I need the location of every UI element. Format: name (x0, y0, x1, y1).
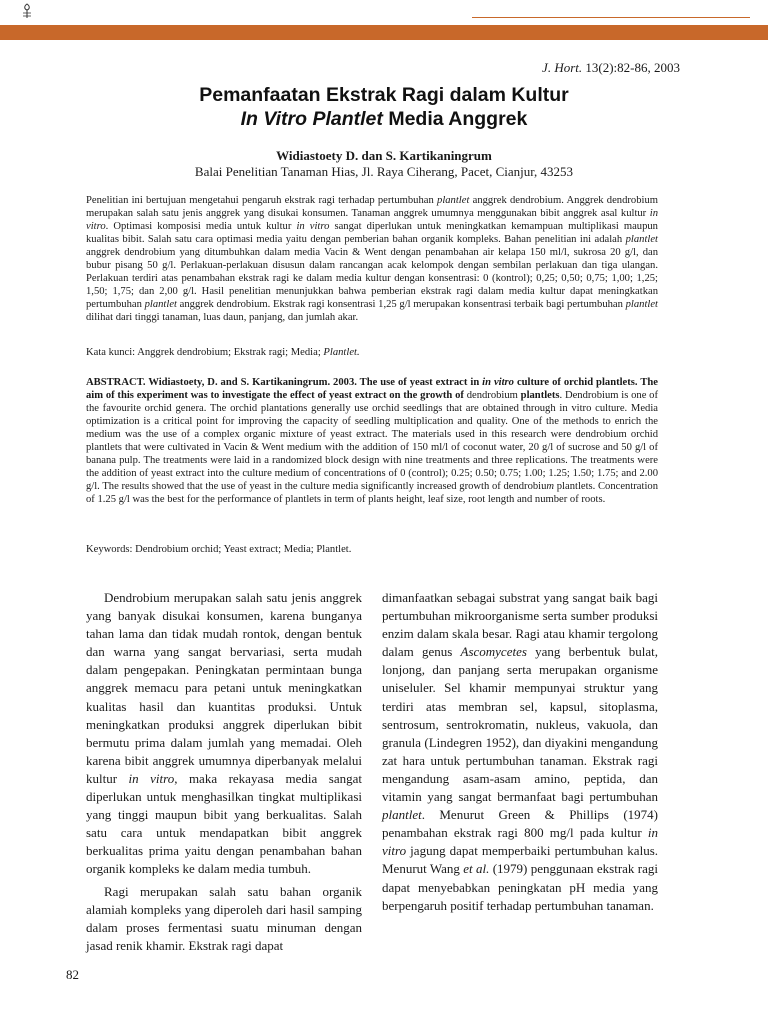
journal-citation: J. Hort. 13(2):82-86, 2003 (542, 60, 680, 75)
abstract-paragraph: ABSTRACT. Widiastoety, D. and S. Kartikaningrum. 2003. The use of yeast extract in in vitro culture of orchid plantlets. The aim of this experiment was to investigate the effect of yeast extract on the growth of dendrobium plantlets. Dendrobium is one of the favourite orchid genera. The orchid plantations generally use orchid seedlings that are obtained through in vitro culture. Media optimization is a critical point for improving the capacity of seedling multiplication and quality. One of the methods to enrich the medium was the use of a complex organic mixture of yeast extract. The materials used in this research were dendrobium orchid plantlets that were cultivated in Vacin & Went medium with the addition of 150 ml/l of coconut water, 20 g/l of sucrose and 50 g/l of banana pulp. The treatments were laid in a randomized block design with nine treatments and three replications. The treatments were the addition of yeast extract into the culture medium of concentrations of 0 (control); 0.25; 0.50; 0.75; 1.00; 1.25; 1.50; 1.75; and 2.00 g/l. The results showed that the use of yeast in the culture media significantly increased growth of dendrobium plantlets. Concentration of 1.25 g/l was the best for the performance of plantlets in term of plants height, leaf size, root length and number of roots. (86, 377, 658, 506)
journal-header (0, 0, 768, 40)
body-column-left (86, 589, 362, 955)
header-rule (472, 17, 750, 18)
affiliation: Balai Penelitian Tanaman Hias, Jl. Raya Ciherang, Pacet, Cianjur, 43253 (194, 164, 574, 179)
abstrak-paragraph: Penelitian ini bertujuan mengetahui pengaruh ekstrak ragi terhadap pertumbuhan plantlet anggrek dendrobium. Anggrek dendrobium merupakan salah satu jenis anggrek yang disukai konsumen. Tanaman anggrek umumnya menggunakan bibit anggrek asal kultur in vitro. Optimasi komposisi media untuk kultur in vitro sangat diperlukan untuk meningkatkan kemampuan multiplikasi maupun kualitas bibit. Salah satu cara optimasi media yaitu dengan pemberian bahan organik kompleks. Bahan penelitian ini adalah plantlet anggrek dendrobium yang ditumbuhkan dalam media Vacin & Went dengan penambahan air kelapa 150 ml/l, sukrosa 20 g/l, dan bubur pisang 50 g/l. Perlakuan-perlakuan disusun dalam rancangan acak kelompok dengan sembilan perlakuan dan tiga ulangan. Perlakuan terdiri atas penambahan ekstrak ragi ke dalam media kultur dengan konsentrasi: 0 (kontrol); 0,25; 0,50; 0,75; 1,00; 1,25; 1,50; 1,75; dan 2,00 g/l. Hasil penelitian menunjukkan bahwa pemberian ekstrak ragi dalam media kultur dapat meningkatkan pertumbuhan plantlet anggrek dendrobium. Ekstrak ragi konsentrasi 1,25 g/l merupakan konsentrasi terbaik bagi pertumbuhan plantlet dilihat dari tinggi tanaman, luas daun, panjang, dan jumlah akar. (86, 195, 659, 324)
kata-kunci: Kata kunci: Anggrek dendrobium; Ekstrak ragi; Media; Plantlet. (86, 347, 360, 358)
body-column-right (382, 589, 658, 915)
page-number: 82 (66, 967, 79, 982)
body-paragraph: dimanfaatkan sebagai substrat yang sangat baik bagi pertumbuhan mikroorganisme serta sumber produksi enzim dalam skala besar. Ragi atau khamir tergolong dalam genus Ascomycetes yang berbentuk bulat, lonjong, dan panjang serta merupakan organisme uniseluler. Sel khamir mempunyai struktur yang terdiri atas membran sel, kapsul, sitoplasma, sentrosum, sentrokromatin, nukleus, vakuola, dan granula (Lindegren 1952), dan diyakini mengandung zat hara untuk pertumbuhan tanaman. Ekstrak ragi mengandung asam-asam amino, peptida, dan vitamin yang sangat bermanfaat bagi pertumbuhan plantlet. Menurut Green & Phillips (1974) penambahan ekstrak ragi 800 mg/l pada kultur in vitro jagung dapat memperbaiki pertumbuhan kalus. Menurut Wang et al. (1979) penggunaan ekstrak ragi dapat menyebabkan peningkatan pH media yang berpengaruh positif terhadap pertumbuhan tanaman. (382, 590, 659, 913)
plant-emblem-icon (17, 1, 37, 21)
body-paragraph: Ragi merupakan salah satu bahan organik alamiah kompleks yang diperoleh dari hasil samping dalam proses fermentasi suatu minuman dengan jasad renik khamir. Ekstrak ragi dapat (86, 883, 362, 953)
author-list: Widiastoety D. dan S. Kartikaningrum (276, 148, 492, 163)
paper-title-line-2: In Vitro Plantlet Media Anggrek (240, 108, 528, 130)
keywords: Keywords: Dendrobium orchid; Yeast extract; Media; Plantlet. (86, 544, 352, 555)
body-paragraph: Dendrobium merupakan salah satu jenis anggrek yang banyak disukai konsumen, karena bunganya tahan lama dan tidak mudah rontok, dengan bentuk dan warna yang sangat bervariasi, serta mudah dalam pengepakan. Peningkatan permintaan bunga anggrek memacu para petani untuk meningkatkan kualitas hasil dan kuantitas produksi. Untuk meningkatkan produksi anggrek diperlukan bibit bermutu prima dalam jumlah yang memadai. Oleh karena bibit anggrek umumnya diperbanyak melalui kultur in vitro, maka rekayasa media sangat diperlukan untuk menghasilkan tingkat multiplikasi yang tinggi maupun bibit yang berkualitas. Salah satu cara untuk mendapatkan bibit anggrek berkualitas prima yaitu dengan penambahan bahan organik kompleks ke dalam media tumbuh. (86, 590, 362, 877)
header-color-band (0, 25, 768, 40)
paper-title-line-1: Pemanfaatan Ekstrak Ragi dalam Kultur (199, 84, 569, 106)
